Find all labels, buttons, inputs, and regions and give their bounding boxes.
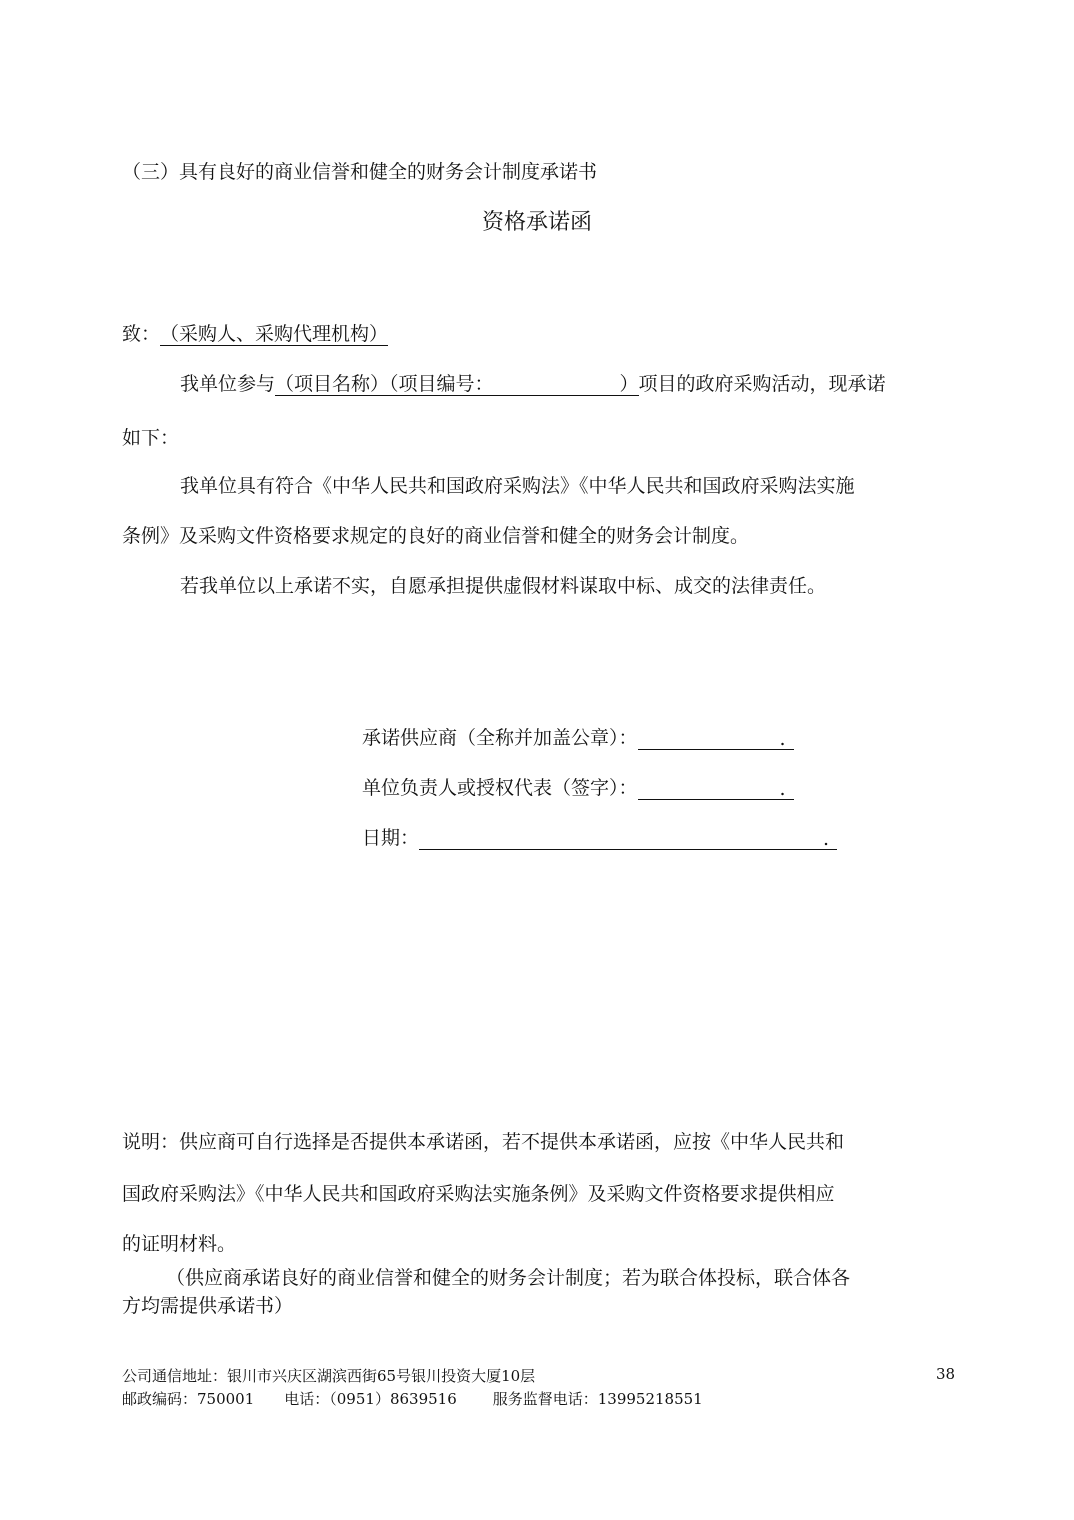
supplier-signature-line [362,726,794,750]
footer-phone: 电话：（0951）8639516 [284,1390,457,1408]
note-line-5: 方均需提供承诺书） [122,1295,294,1317]
representative-blank [638,777,794,800]
date-blank [419,827,837,850]
note-line-4: （供应商承诺良好的商业信誉和健全的财务会计制度；若为联合体投标，联合体各 [166,1267,851,1289]
date-end-mark: . [822,828,830,850]
supplier-label: 承诺供应商（全称并加盖公章）： [362,727,638,749]
representative-label: 单位负责人或授权代表（签字）： [362,777,638,799]
paragraph-2-line-1: 我单位具有符合《中华人民共和国政府采购法》《中华人民共和国政府采购法实施 [180,475,855,497]
para1-lead: 我单位参与 [180,373,276,395]
footer-address: 公司通信地址：银川市兴庆区湖滨西街65号银川投资大厦10层 [122,1367,536,1385]
document-title: 资格承诺函 [481,210,592,235]
representative-end-mark: . [779,778,786,800]
representative-signature-line [362,776,794,800]
note-line-1: 说明：供应商可自行选择是否提供本承诺函，若不提供本承诺函，应按《中华人民共和 [122,1131,845,1153]
project-close-paren: ） [619,373,639,395]
project-name-label: （项目名称）（项目编号： [275,373,494,395]
note-line-2: 国政府采购法》《中华人民共和国政府采购法实施条例》及采购文件资格要求提供相应 [122,1183,835,1205]
date-label: 日期： [362,827,420,849]
project-name-field [275,373,639,396]
section-heading: （三）具有良好的商业信誉和健全的财务会计制度承诺书 [122,161,598,183]
note-line-3: 的证明材料。 [122,1233,237,1255]
addressee-line [122,322,388,346]
footer-postcode: 邮政编码：750001 [122,1390,255,1408]
supplier-blank [638,727,794,750]
footer-contact-line [122,1389,703,1409]
addressee-name: （采购人、采购代理机构） [160,323,389,345]
paragraph-3: 若我单位以上承诺不实，自愿承担提供虚假材料谋取中标、成交的法律责任。 [180,575,827,597]
supplier-end-mark: . [779,728,786,750]
paragraph-2-line-2: 条例》及采购文件资格要求规定的良好的商业信誉和健全的财务会计制度。 [122,525,750,547]
paragraph-1-line-2: 如下： [122,427,180,449]
footer-service-phone: 服务监督电话：13995218551 [492,1390,703,1408]
paragraph-1-line-1 [180,372,886,396]
addressee-prefix: 致： [122,323,161,345]
page-number: 38 [936,1365,956,1383]
para1-rest: 项目的政府采购活动，现承诺 [638,373,886,395]
date-line [362,826,837,850]
